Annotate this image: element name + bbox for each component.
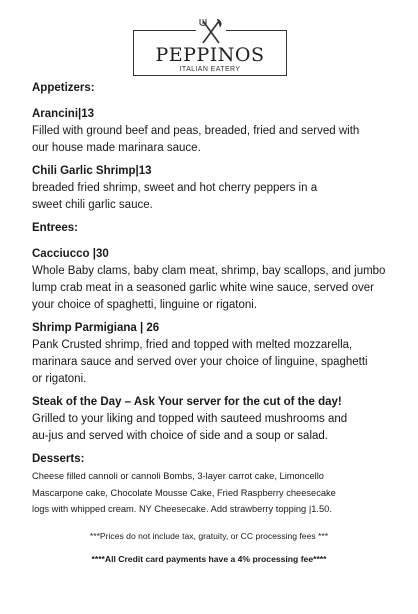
- menu-item-description: marinara sauce and served over your choice of linguine, spaghetti: [32, 356, 368, 368]
- desserts-description: Mascarpone cake, Chocolate Mousse Cake, Fried Raspberry cheesecake: [32, 487, 336, 498]
- menu-item-description: Whole Baby clams, baby clam meat, shrimp, bay scallops, and jumbo: [32, 265, 386, 277]
- menu-item-description: your choice of spaghetti, linguine or rigatoni.: [32, 299, 258, 311]
- menu-item-title: Chili Garlic Shrimp|13: [32, 165, 152, 177]
- desserts-description: Cheese filled cannoli or cannoli Bombs, 3-layer carrot cake, Limoncello: [32, 471, 324, 481]
- menu-item-description: Pank Crusted shrimp, fried and topped with melted mozzarella,: [32, 339, 353, 351]
- menu-item-title: Steak of the Day – Ask Your server for the cut of the day!: [32, 396, 342, 408]
- restaurant-name: PEPPINOS: [155, 44, 265, 66]
- menu-item-description: our house made marinara sauce.: [32, 142, 201, 154]
- restaurant-tagline: ITALIAN EATERY: [179, 66, 241, 73]
- menu-item-description: au-jus and served with choice of side and a soup or salad.: [32, 430, 328, 442]
- menu-item-title: Cacciucco |30: [32, 248, 109, 260]
- menu-item-title: Arancini|13: [32, 108, 95, 120]
- menu-item-title: Shrimp Parmigiana | 26: [32, 322, 160, 334]
- entrees-heading: Entrees:: [32, 222, 79, 234]
- menu-item-description: lump crab meat in a seasoned garlic white wine sauce, served over: [32, 282, 374, 294]
- credit-card-fee-note: ****All Credit card payments have a 4% processing fee****: [91, 554, 327, 564]
- pricing-note: ***Prices do not include tax, gratuity, or CC processing fees ***: [89, 531, 329, 541]
- menu-content: [32, 80, 392, 518]
- menu-item-description: Filled with ground beef and peas, breaded, fried and served with: [32, 125, 360, 137]
- menu-item-description: or rigatoni.: [32, 373, 87, 385]
- restaurant-logo: [133, 30, 287, 76]
- menu-item-description: Grilled to your liking and topped with sauteed mushrooms and: [32, 413, 348, 425]
- desserts-heading: Desserts:: [32, 453, 85, 465]
- menu-item-description: sweet chili garlic sauce.: [32, 199, 153, 211]
- menu-item-description: breaded fried shrimp, sweet and hot cherry peppers in a: [32, 182, 318, 194]
- desserts-description: logs with whipped cream. NY Cheesecake. Add strawberry topping |1.50.: [32, 504, 332, 514]
- appetizers-heading: Appetizers:: [32, 82, 95, 94]
- fork-knife-icon: [196, 19, 226, 45]
